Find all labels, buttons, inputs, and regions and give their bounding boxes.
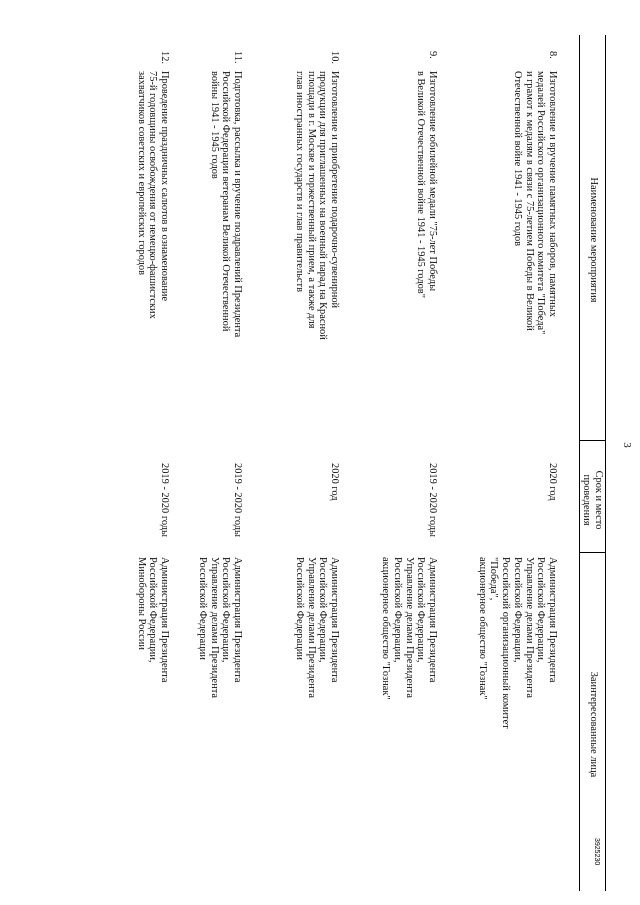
event-name-line: Подготовка, рассылка и вручение поздравлений Президента [232, 71, 243, 338]
event-name-line: захватчиков советских и европейских городов [135, 71, 147, 276]
interested-party-line: Минобороны России [135, 557, 147, 650]
interested-party-line: Администрация Президента [159, 557, 170, 683]
interested-party-line: Российской Федерации, [317, 557, 329, 663]
event-name-line: в Великой Отечественной войне 1941 - 1945 годов" [415, 71, 427, 298]
header-term: Срок и место проведения [581, 470, 604, 530]
event-name-line: Изготовление и вручение памятных наборов, памятных [547, 71, 558, 318]
interested-party-line: Российской Федерации, [147, 557, 159, 663]
table-top-border [605, 35, 606, 891]
event-name-line: 75-й годовщины освобождения от немецко-фашистских [147, 71, 159, 319]
interested-party-line: Российской Федерации [196, 557, 208, 660]
column-divider-term-parties [579, 552, 606, 553]
event-name-line: продукции для приглашенных на военный парад на Красной [317, 71, 329, 340]
row-number: 11. [232, 51, 243, 64]
interested-party-line: Российской Федерации, [220, 557, 232, 663]
page-number: 3 [621, 442, 633, 448]
interested-party-line: Управление делами Президента [523, 557, 535, 698]
event-name-line: Изготовление юбилейной медали "75-лет Победы [427, 71, 438, 292]
interested-party-line: Администрация Президента [232, 557, 243, 683]
column-divider-name-term [579, 440, 606, 441]
event-name-line: площади в г. Москве и торжественный прием, а также для [305, 71, 317, 329]
document-id: 3925230 [593, 838, 600, 866]
row-number: 10. [329, 51, 340, 64]
term-cell: 2020 год [547, 463, 558, 501]
header-name: Наименование мероприятия [588, 177, 599, 303]
event-name-line: Отечественной войне 1941 - 1945 годов [511, 71, 523, 247]
interested-party-line: акционерное общество "Гознак" [380, 557, 392, 700]
event-name-line: Проведение праздничных салютов в ознаменование [159, 71, 170, 302]
interested-party-line: Российской Федерации, [535, 557, 547, 663]
row-number: 8. [547, 51, 558, 59]
term-cell: 2019 - 2020 годы [232, 463, 243, 537]
table-header-bottom-border [579, 35, 580, 891]
interested-party-line: акционерное общество "Гознак" [476, 557, 488, 700]
interested-party-line: Российской Федерации, [415, 557, 427, 663]
event-name-line: медалей Российского организационного комитета "Победа" [535, 71, 547, 335]
interested-party-line: Администрация Президента [547, 557, 558, 683]
row-number: 9. [427, 51, 438, 59]
interested-party-line: Администрация Президента [329, 557, 340, 683]
term-cell: 2019 - 2020 годы [427, 463, 438, 537]
event-name-line: Изготовление и приобретение подарочно-сувенирной [329, 71, 340, 309]
event-name-line: и грамот к медалям в связи с 75-летием Победы в Великой [523, 71, 535, 331]
row-number: 12. [159, 51, 170, 64]
interested-party-line: Администрация Президента [427, 557, 438, 683]
interested-party-line: Управление делами Президента [208, 557, 220, 698]
event-name-line: войны 1941 - 1945 годов [208, 71, 220, 179]
interested-party-line: Управление делами Президента [305, 557, 317, 698]
interested-party-line: Управление делами Президента [403, 557, 415, 698]
interested-party-line: "Победа", [488, 557, 500, 601]
interested-party-line: Российской Федерации, [511, 557, 523, 663]
header-parties: Заинтересованные лица [588, 671, 599, 778]
interested-party-line: Российской Федерации [293, 557, 305, 660]
interested-party-line: Российский организационный комитет [500, 557, 512, 729]
term-cell: 2020 год [329, 463, 340, 501]
interested-party-line: Российской Федерации, [391, 557, 403, 663]
event-name-line: Российской Федерации ветеранам Великой Отечественной [220, 71, 232, 332]
event-name-line: глав иностранных государств и глав правительств [293, 71, 305, 292]
term-cell: 2019 - 2020 годы [159, 463, 170, 537]
